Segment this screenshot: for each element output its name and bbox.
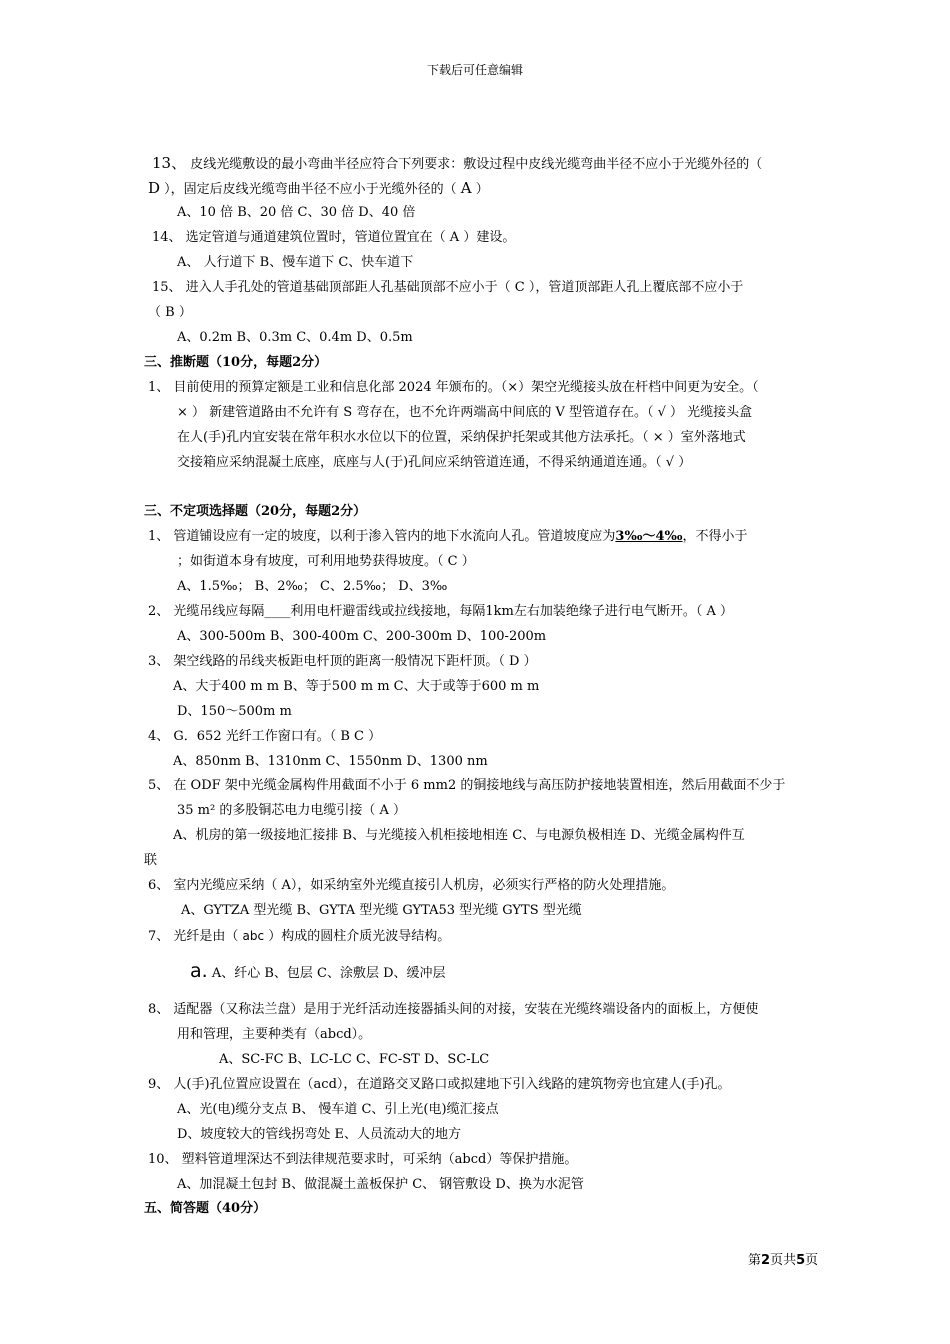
footer-post: 页 [805,1253,819,1268]
choice-q9-options1: A、光(电)缆分支点 B、 慢车道 C、引上光(电)缆汇接点 [177,1102,499,1117]
choice-q3-line1: 3、 架空线路的吊线夹板距电杆顶的距离一般情况下距杆顶。（ D ） [148,654,537,669]
choice-q10-options: A、加混凝土包封 B、做混凝土盖板保护 C、 钢管敷设 D、换为水泥管 [177,1177,584,1192]
choice-q1-line1 [148,528,748,546]
q13-answer1: D [148,179,161,197]
choice-q7-list-marker: a. [190,960,208,982]
choice-q7-text: 7、 光纤是由（ [148,929,243,944]
footer-pre: 第 [748,1253,762,1268]
choice-q1-line2: ；如街道本身有坡度，可利用地势获得坡度。（ C ） [177,554,475,569]
choice-q3-options2: D、150～500m m [177,704,292,719]
choice-q8-options: A、SC-FC B、LC-LC C、FC-ST D、SC-LC [219,1052,490,1067]
choice-q8-line2: 用和管理，主要种类有（abcd）。 [177,1027,372,1042]
choice-q9-line1: 9、 人(手)孔位置应设置在（acd），在道路交叉路口或拟建地下引入线路的建筑物旁也宜建人(手)孔。 [148,1077,731,1092]
choice-q1-options: A、1.5‰； B、2‰； C、2.5‰； D、3‰ [177,579,448,594]
page-footer [748,1249,818,1268]
judgement-line3: 在人(手)孔内宜安装在常年积水水位以下的位置，采纳保护托架或其他方法承托。（ × ）室外落地式 [177,430,746,445]
q14-options: A、 人行道下 B、慢车道下 C、快车道下 [177,255,414,270]
choice-q1-slope: 3‰～4‰ [615,529,683,544]
choice-q1-text: 1、 管道铺设应有一定的坡度，以利于渗入管内的地下水流向人孔。管道坡度应为 [148,529,616,544]
choice-q6-options: A、GYTZA 型光缆 B、GYTA 型光缆 GYTA53 型光缆 GYTS 型光缆 [181,903,582,918]
q14-text: 14、 选定管道与通道建筑位置时，管道位置宜在（ A ）建设。 [152,230,516,245]
section-choice-title: 三、不定项选择题（20分，每题2分） [144,504,367,519]
judgement-line4: 交接箱应采纳混凝土底座，底座与人(于)孔间应采纳管道连通，不得采纳通道连通。（ √ ） [177,455,692,470]
choice-q4-line1: 4、 G．652 光纤工作窗口有。（ B C ） [148,729,382,744]
choice-q4-options: A、850nm B、1310nm C、1550nm D、1300 nm [173,754,488,769]
choice-q6-line1: 6、 室内光缆应采纳（ A），如采纳室外光缆直接引人机房，必须实行严格的防火处理措施。 [148,878,675,893]
q13-text2: ），固定后皮线光缆弯曲半径不应小于光缆外径的（ [160,182,461,197]
page-header: 下载后可任意编辑 [426,63,523,77]
section-judgement-title: 三、推断题（10分，每题2分） [144,355,328,370]
choice-q2-line1: 2、 光缆吊线应每隔____利用电杆避雷线或拉线接地，每隔1km左右加装绝缘子进行电气断开。（ A ） [148,604,734,619]
footer-page-number: 2 [761,1253,771,1268]
choice-q9-options2: D、坡度较大的管线拐弯处 E、人员流动大的地方 [177,1127,462,1142]
q13-number: 13、 [152,154,187,172]
choice-q2-options: A、300-500m B、300-400m C、200-300m D、100-200m [177,629,547,644]
choice-q7-options-text: A、纤心 B、包层 C、涂敷层 D、缓冲层 [207,966,446,981]
choice-q5-line2: 35 m² 的多股铜芯电力电缆引接（ A ） [177,803,406,818]
q13-text: 皮线光缆敷设的最小弯曲半径应符合下列要求：敷设过程中皮线光缆弯曲半径不应小于光缆外径的（ [186,157,763,172]
q15-line1: 15、 进入人手孔处的管道基础顶部距人孔基础顶部不应小于（ C ），管道顶部距人孔上覆底部不应小于 [152,280,744,295]
footer-mid: 页共 [770,1253,797,1268]
choice-q5-line1: 5、 在 ODF 架中光缆金属构件用截面不小于 6 mm2 的铜接地线与高压防护接地装置相连，然后用截面不少于 [148,778,786,793]
q13-text3: ） [471,182,489,197]
section-short-answer-title: 五、简答题（40分） [144,1201,267,1216]
choice-q7-options [190,962,446,983]
choice-q7-answer: abc [242,929,265,943]
choice-q7-line1 [148,927,450,946]
choice-q8-line1: 8、 适配器（又称法兰盘）是用于光纤活动连接器插头间的对接，安装在光缆终端设备内的面板上，方便使 [148,1002,759,1017]
choice-q5-options2: 联 [144,853,158,868]
q15-line2: （ B ） [148,305,192,320]
q13-answer2: A [460,179,472,197]
choice-q5-options1: A、机房的第一级接地汇接排 B、与光缆接入机柜接地相连 C、与电源负极相连 D、光缆金属构件互 [173,828,745,843]
q13-options: A、10 倍 B、20 倍 C、30 倍 D、40 倍 [177,205,416,220]
judgement-line1: 1、 目前使用的预算定额是工业和信息化部 2024 年颁布的。（×）架空光缆接头放在杆档中间更为安全。（ [148,380,759,395]
q15-options: A、0.2m B、0.3m C、0.4m D、0.5m [177,330,413,345]
judgement-line2: × ） 新建管道路由不允许有 S 弯存在，也不允许两端高中间底的 V 型管道存在。（ √ ） 光缆接头盒 [177,405,753,420]
choice-q10-line1: 10、 塑料管道埋深达不到法律规范要求时，可采纳（abcd）等保护措施。 [148,1152,578,1167]
q13-line1 [152,154,762,174]
choice-q7-text-end: ）构成的圆柱介质光波导结构。 [264,929,451,944]
choice-q1-text-end: ，不得小于 [682,529,748,544]
q13-line2 [148,179,489,199]
choice-q3-options1: A、大于400 m m B、等于500 m m C、大于或等于600 m m [173,679,540,694]
footer-total-pages: 5 [796,1253,806,1268]
